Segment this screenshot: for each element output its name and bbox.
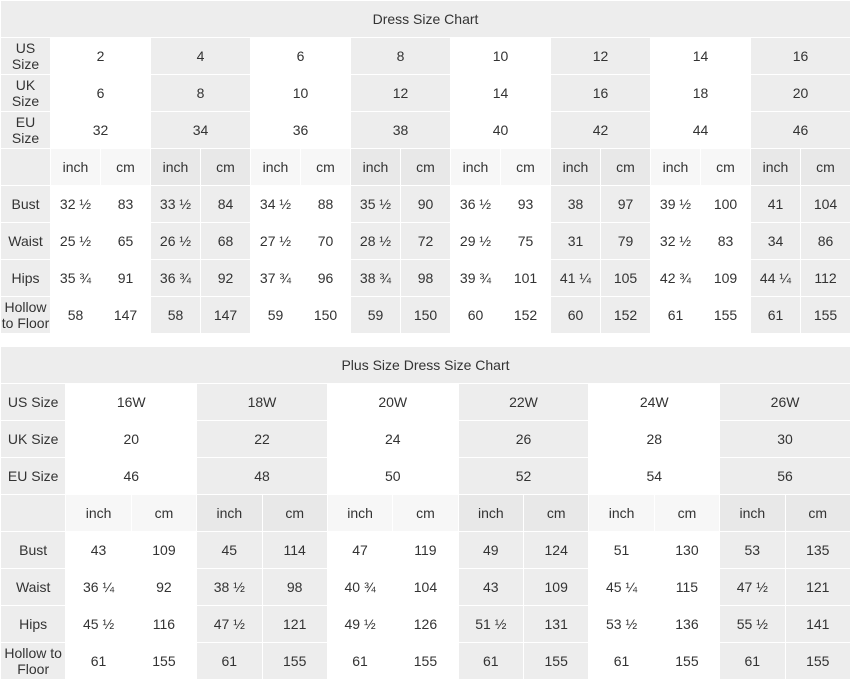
- unit-header-cell: inch: [151, 149, 201, 186]
- unit-header-cell: cm: [301, 149, 351, 186]
- table-cell: 61: [651, 297, 701, 334]
- table-cell: 68: [201, 223, 251, 260]
- table-cell: 54: [589, 458, 720, 495]
- table-cell: 38: [551, 186, 601, 223]
- table-cell: 131: [524, 606, 589, 643]
- unit-header-cell: cm: [131, 495, 196, 532]
- unit-header-cell: inch: [751, 149, 801, 186]
- table-row: [1, 384, 851, 421]
- table-cell: 20: [751, 75, 851, 112]
- unit-header-cell: inch: [66, 495, 131, 532]
- table-cell: 51: [589, 532, 654, 569]
- table-cell: 39 ¾: [451, 260, 501, 297]
- table-cell: 45 ½: [66, 606, 131, 643]
- table-cell: 24: [327, 421, 458, 458]
- table-row: [1, 112, 851, 149]
- unit-header-cell: cm: [401, 149, 451, 186]
- table-cell: 29 ½: [451, 223, 501, 260]
- table-cell: 98: [262, 569, 327, 606]
- table-row: [1, 421, 851, 458]
- table-cell: 36: [251, 112, 351, 149]
- table-cell: 115: [654, 569, 719, 606]
- table-cell: 51 ½: [458, 606, 523, 643]
- table-cell: 42: [551, 112, 651, 149]
- unit-header-cell: cm: [524, 495, 589, 532]
- table-cell: 116: [131, 606, 196, 643]
- table-cell: 121: [785, 569, 851, 606]
- table-cell: 20W: [327, 384, 458, 421]
- table-cell: 155: [701, 297, 751, 334]
- table-cell: 10: [251, 75, 351, 112]
- table-cell: 38: [351, 112, 451, 149]
- table-cell: 101: [501, 260, 551, 297]
- table-cell: 84: [201, 186, 251, 223]
- table-cell: 92: [131, 569, 196, 606]
- table-row: [1, 532, 851, 569]
- table-cell: 152: [501, 297, 551, 334]
- table-cell: 6: [51, 75, 151, 112]
- table-cell: 18W: [197, 384, 328, 421]
- chart-title-row: [1, 347, 851, 384]
- unit-header-cell: cm: [501, 149, 551, 186]
- table-cell: 88: [301, 186, 351, 223]
- unit-header-cell: inch: [51, 149, 101, 186]
- row-header: UK Size: [1, 75, 51, 112]
- unit-header-cell: inch: [197, 495, 262, 532]
- table-cell: 14: [651, 38, 751, 75]
- table-cell: 70: [301, 223, 351, 260]
- table-cell: 155: [785, 643, 851, 680]
- table-cell: 141: [785, 606, 851, 643]
- table-cell: 100: [701, 186, 751, 223]
- table-cell: 25 ½: [51, 223, 101, 260]
- table-row: [1, 569, 851, 606]
- table-cell: 22W: [458, 384, 589, 421]
- table-cell: 155: [524, 643, 589, 680]
- table-cell: 8: [351, 38, 451, 75]
- unit-header-cell: cm: [701, 149, 751, 186]
- table-cell: 26W: [720, 384, 851, 421]
- table-cell: 150: [301, 297, 351, 334]
- table-cell: 12: [351, 75, 451, 112]
- table-cell: 61: [589, 643, 654, 680]
- table-cell: 61: [751, 297, 801, 334]
- table-cell: 83: [101, 186, 151, 223]
- table-cell: 50: [327, 458, 458, 495]
- table-cell: 6: [251, 38, 351, 75]
- table-cell: 14: [451, 75, 551, 112]
- table-cell: 109: [701, 260, 751, 297]
- table-cell: 16: [551, 75, 651, 112]
- table-cell: 55 ½: [720, 606, 785, 643]
- table-row: [1, 297, 851, 334]
- table-cell: 47 ½: [197, 606, 262, 643]
- unit-header-cell: inch: [351, 149, 401, 186]
- table-cell: 47 ½: [720, 569, 785, 606]
- chart-title: Dress Size Chart: [1, 1, 851, 38]
- table-cell: 98: [401, 260, 451, 297]
- table-cell: 2: [51, 38, 151, 75]
- unit-header-cell: cm: [262, 495, 327, 532]
- row-header: Hips: [1, 260, 51, 297]
- row-header: Hollow to Floor: [1, 643, 66, 680]
- table-cell: 8: [151, 75, 251, 112]
- unit-header-cell: cm: [201, 149, 251, 186]
- table-cell: 93: [501, 186, 551, 223]
- table-cell: 40 ¾: [327, 569, 392, 606]
- unit-header-cell: cm: [785, 495, 851, 532]
- row-header: US Size: [1, 38, 51, 75]
- table-cell: 61: [458, 643, 523, 680]
- table-cell: 39 ½: [651, 186, 701, 223]
- table-row: [1, 495, 851, 532]
- table-row: [1, 186, 851, 223]
- row-header: [1, 149, 51, 186]
- table-cell: 47: [327, 532, 392, 569]
- plus-size-dress-size-chart-body: [1, 347, 851, 680]
- table-cell: 41: [751, 186, 801, 223]
- table-cell: 46: [751, 112, 851, 149]
- table-cell: 49: [458, 532, 523, 569]
- table-cell: 104: [393, 569, 458, 606]
- table-cell: 109: [524, 569, 589, 606]
- table-cell: 59: [251, 297, 301, 334]
- table-cell: 36 ¼: [66, 569, 131, 606]
- table-cell: 155: [801, 297, 851, 334]
- table-cell: 56: [720, 458, 851, 495]
- table-row: [1, 606, 851, 643]
- table-row: [1, 75, 851, 112]
- unit-header-cell: cm: [101, 149, 151, 186]
- table-cell: 53: [720, 532, 785, 569]
- table-cell: 59: [351, 297, 401, 334]
- unit-header-cell: cm: [393, 495, 458, 532]
- table-cell: 60: [551, 297, 601, 334]
- unit-header-cell: inch: [327, 495, 392, 532]
- table-cell: 61: [327, 643, 392, 680]
- row-header: Hollow to Floor: [1, 297, 51, 334]
- table-cell: 10: [451, 38, 551, 75]
- row-header: EU Size: [1, 458, 66, 495]
- table-cell: 150: [401, 297, 451, 334]
- table-cell: 16W: [66, 384, 197, 421]
- table-cell: 37 ¾: [251, 260, 301, 297]
- table-cell: 35 ½: [351, 186, 401, 223]
- row-header: [1, 495, 66, 532]
- table-cell: 90: [401, 186, 451, 223]
- table-cell: 38 ½: [197, 569, 262, 606]
- table-cell: 152: [601, 297, 651, 334]
- table-cell: 96: [301, 260, 351, 297]
- table-cell: 22: [197, 421, 328, 458]
- table-cell: 20: [66, 421, 197, 458]
- unit-header-cell: inch: [451, 149, 501, 186]
- table-row: [1, 223, 851, 260]
- table-cell: 114: [262, 532, 327, 569]
- table-cell: 61: [66, 643, 131, 680]
- table-cell: 27 ½: [251, 223, 301, 260]
- table-cell: 155: [262, 643, 327, 680]
- table-cell: 72: [401, 223, 451, 260]
- table-row: [1, 38, 851, 75]
- table-cell: 42 ¾: [651, 260, 701, 297]
- table-row: [1, 458, 851, 495]
- table-cell: 124: [524, 532, 589, 569]
- dress-size-chart-table: [0, 0, 851, 334]
- table-cell: 97: [601, 186, 651, 223]
- table-cell: 126: [393, 606, 458, 643]
- table-row: [1, 643, 851, 680]
- unit-header-cell: cm: [801, 149, 851, 186]
- table-cell: 30: [720, 421, 851, 458]
- table-cell: 155: [654, 643, 719, 680]
- table-cell: 60: [451, 297, 501, 334]
- table-cell: 83: [701, 223, 751, 260]
- row-header: Bust: [1, 532, 66, 569]
- table-cell: 32 ½: [651, 223, 701, 260]
- table-cell: 32: [51, 112, 151, 149]
- unit-header-cell: cm: [654, 495, 719, 532]
- table-cell: 36 ¾: [151, 260, 201, 297]
- table-cell: 33 ½: [151, 186, 201, 223]
- table-cell: 48: [197, 458, 328, 495]
- row-header: Bust: [1, 186, 51, 223]
- table-cell: 135: [785, 532, 851, 569]
- unit-header-cell: inch: [651, 149, 701, 186]
- table-cell: 92: [201, 260, 251, 297]
- table-cell: 44: [651, 112, 751, 149]
- table-cell: 45 ¼: [589, 569, 654, 606]
- table-cell: 155: [393, 643, 458, 680]
- table-cell: 121: [262, 606, 327, 643]
- table-cell: 65: [101, 223, 151, 260]
- table-cell: 53 ½: [589, 606, 654, 643]
- table-row: [1, 149, 851, 186]
- row-header: Waist: [1, 223, 51, 260]
- plus-size-dress-size-chart-block: [0, 346, 851, 680]
- table-cell: 28: [589, 421, 720, 458]
- unit-header-cell: inch: [589, 495, 654, 532]
- plus-size-dress-size-chart-table: [0, 346, 851, 680]
- table-cell: 147: [201, 297, 251, 334]
- table-cell: 38 ¾: [351, 260, 401, 297]
- table-cell: 58: [151, 297, 201, 334]
- unit-header-cell: inch: [251, 149, 301, 186]
- table-cell: 26 ½: [151, 223, 201, 260]
- table-cell: 61: [720, 643, 785, 680]
- table-cell: 35 ¾: [51, 260, 101, 297]
- table-cell: 40: [451, 112, 551, 149]
- table-cell: 104: [801, 186, 851, 223]
- table-cell: 86: [801, 223, 851, 260]
- table-cell: 109: [131, 532, 196, 569]
- table-cell: 28 ½: [351, 223, 401, 260]
- table-cell: 12: [551, 38, 651, 75]
- unit-header-cell: inch: [551, 149, 601, 186]
- table-cell: 16: [751, 38, 851, 75]
- table-cell: 26: [458, 421, 589, 458]
- table-cell: 31: [551, 223, 601, 260]
- dress-size-chart-body: [1, 1, 851, 334]
- table-cell: 32 ½: [51, 186, 101, 223]
- table-cell: 155: [131, 643, 196, 680]
- table-cell: 61: [197, 643, 262, 680]
- table-cell: 34: [751, 223, 801, 260]
- table-cell: 130: [654, 532, 719, 569]
- chart-separator: [0, 334, 851, 346]
- dress-size-chart-block: [0, 0, 851, 334]
- table-cell: 91: [101, 260, 151, 297]
- table-cell: 41 ¼: [551, 260, 601, 297]
- row-header: UK Size: [1, 421, 66, 458]
- table-cell: 44 ¼: [751, 260, 801, 297]
- table-cell: 4: [151, 38, 251, 75]
- table-cell: 52: [458, 458, 589, 495]
- table-cell: 79: [601, 223, 651, 260]
- table-row: [1, 260, 851, 297]
- table-cell: 119: [393, 532, 458, 569]
- row-header: Waist: [1, 569, 66, 606]
- table-cell: 36 ½: [451, 186, 501, 223]
- table-cell: 105: [601, 260, 651, 297]
- unit-header-cell: inch: [458, 495, 523, 532]
- table-cell: 136: [654, 606, 719, 643]
- chart-title-row: [1, 1, 851, 38]
- table-cell: 34 ½: [251, 186, 301, 223]
- row-header: EU Size: [1, 112, 51, 149]
- table-cell: 49 ½: [327, 606, 392, 643]
- unit-header-cell: cm: [601, 149, 651, 186]
- table-cell: 112: [801, 260, 851, 297]
- table-cell: 147: [101, 297, 151, 334]
- table-cell: 18: [651, 75, 751, 112]
- table-cell: 43: [66, 532, 131, 569]
- row-header: Hips: [1, 606, 66, 643]
- table-cell: 43: [458, 569, 523, 606]
- table-cell: 75: [501, 223, 551, 260]
- table-cell: 58: [51, 297, 101, 334]
- row-header: US Size: [1, 384, 66, 421]
- unit-header-cell: inch: [720, 495, 785, 532]
- table-cell: 24W: [589, 384, 720, 421]
- table-cell: 34: [151, 112, 251, 149]
- table-cell: 45: [197, 532, 262, 569]
- table-cell: 46: [66, 458, 197, 495]
- chart-title: Plus Size Dress Size Chart: [1, 347, 851, 384]
